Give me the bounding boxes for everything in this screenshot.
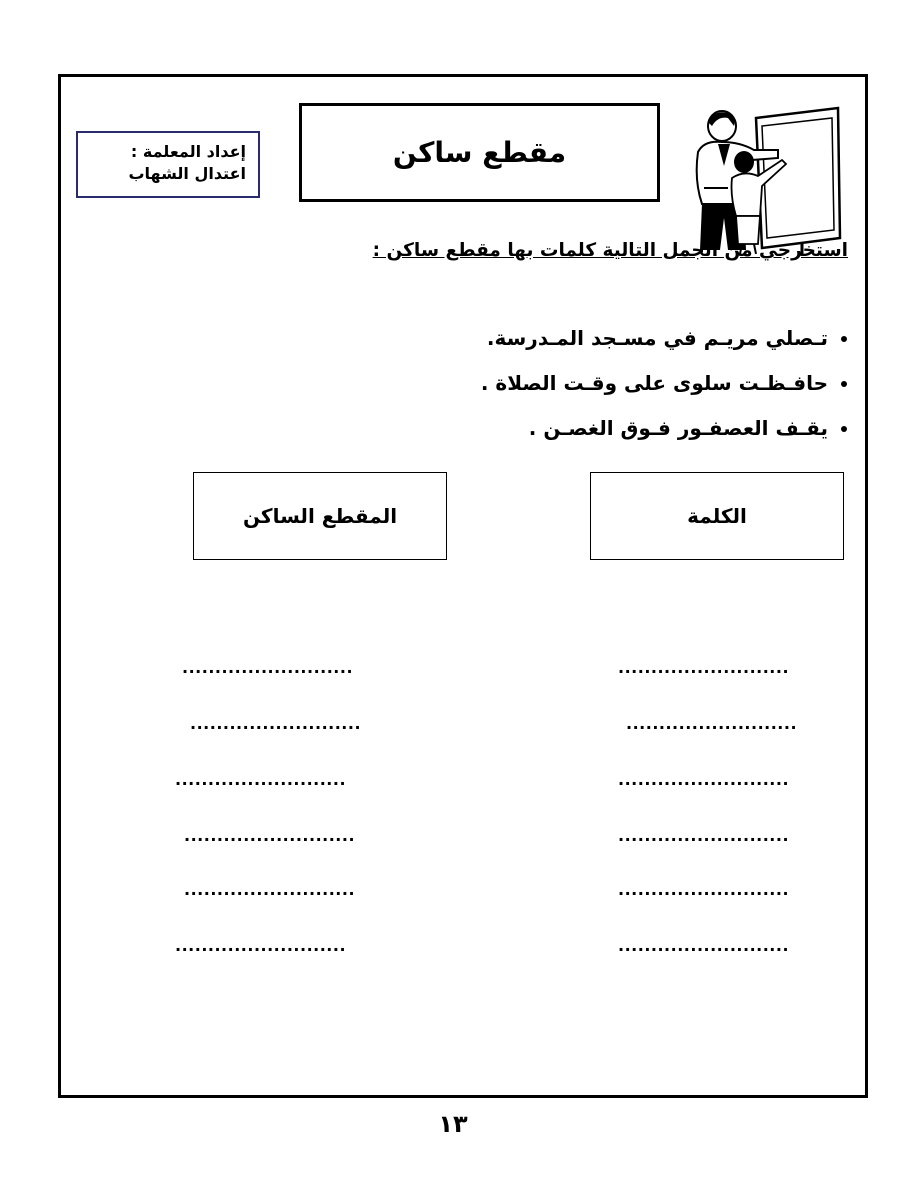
teacher-and-child-at-board-icon [674,104,850,254]
syllable-answer-line[interactable]: .......................... [184,826,356,845]
word-answer-line[interactable]: .......................... [618,826,790,845]
syllable-answer-line[interactable]: .......................... [175,936,347,955]
syllable-header-label: المقطع الساكن [242,504,398,528]
sentence-item: • يقـف العصفـور فـوق الغصـن . [398,406,828,451]
author-box [76,131,260,198]
word-answer-line[interactable]: .......................... [618,658,790,677]
syllable-answer-line[interactable]: .......................... [190,714,362,733]
word-column-header [590,472,844,560]
syllable-column-header [193,472,447,560]
page-number: ١٣ [438,1110,468,1138]
instruction-text: استخرجي من الجمل التالية كلمات بها مقطع ساكن : [372,240,848,261]
syllable-answer-line[interactable]: .......................... [184,880,356,899]
syllable-answer-line[interactable]: .......................... [175,770,347,789]
sentence-item: • حافـظـت سلوى على وقـت الصلاة . [398,361,828,406]
word-header-label: الكلمة [687,504,747,528]
word-answer-line[interactable]: .......................... [626,714,798,733]
title-box [299,103,660,202]
syllable-answer-line[interactable]: .......................... [182,658,354,677]
sentence-list [398,316,856,451]
author-name: اعتدال الشهاب [128,164,246,183]
sentence-item: • تـصلي مريـم في مسـجد المـدرسة. [398,316,828,361]
word-answer-line[interactable]: .......................... [618,770,790,789]
word-answer-line[interactable]: .......................... [618,936,790,955]
word-answer-line[interactable]: .......................... [618,880,790,899]
page-title: مقطع ساكن [392,136,567,169]
author-label: إعداد المعلمة : [130,142,246,161]
